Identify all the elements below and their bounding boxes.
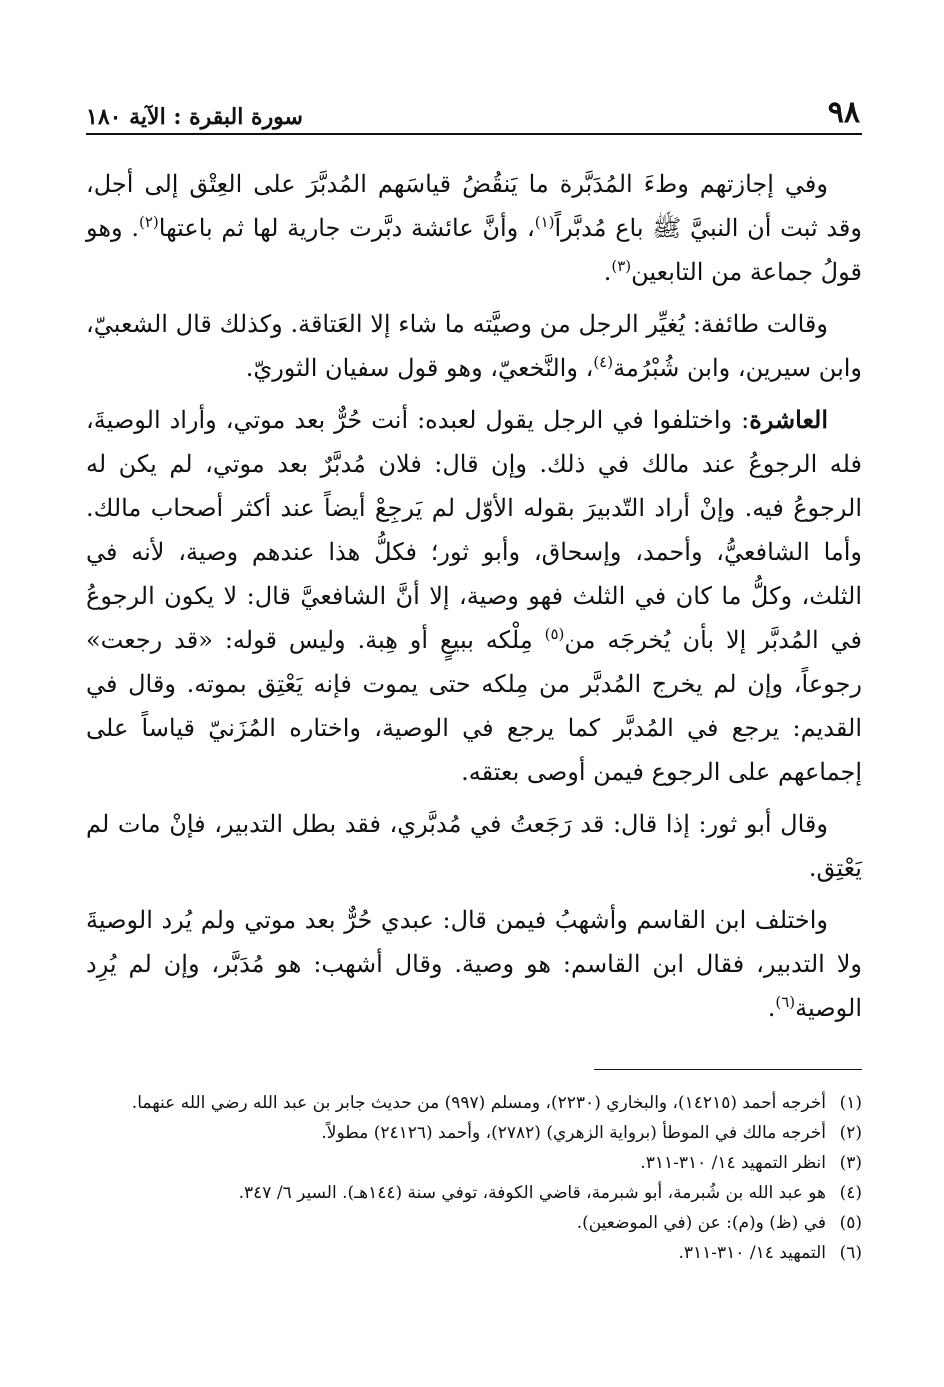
paragraph-text: مِلْكه ببيعٍ أو هِبة. وليس قوله: «قد رجعت» رجوعاً، وإن لم يخرج المُدبَّر من مِلكه حتى يموت فإنه يَعْتِق بموته. وقال في القديم: يرجع في المُدبَّر كما يرجع في الوصية، واختاره المُزَنيّ قياساً على إجماعهم على الرجوع فيمن أوصى بعتقه. [86,626,862,786]
footnote-text: في (ظ) و(م): عن (في الموضعين). [576,1213,826,1233]
paragraph [86,302,862,390]
footnote-text: أخرجه مالك في الموطأ (برواية الزهري) (٢٧٨٢)، وأحمد (٢٤١٢٦) مطولاً. [321,1123,826,1143]
paragraph-text: وقالت طائفة: يُغيِّر الرجل من وصيَّته ما شاء إلا العَتاقة. وكذلك قال الشعبيّ، وابن سيرين، وابن شُبْرُمة [86,310,862,382]
paragraph-text: واختلف ابن القاسم وأشهبُ فيمن قال: عبدي حُرٌّ بعد موتي ولم يُرد الوصيةَ ولا التدبير، فقال ابن القاسم: هو وصية. وقال أشهب: هو مُدَبَّر، وإن لم يُرِد الوصية [86,906,862,1022]
footnote [86,1178,862,1208]
footnote [86,1148,862,1178]
main-text [86,162,862,1038]
footnote-ref: (١) [534,213,555,231]
paragraph-text: وفي إجازتهم وطءَ المُدَبَّرة ما يَنقُضُ قياسَهم المُدبَّرَ على العِتْق إلى أجل، وقد ثبت أن النبيَّ ﷺ باع مُدبَّراً [86,170,862,242]
section-heading: العاشرة [749,405,828,434]
paragraph [86,802,862,890]
paragraph-text: ، وأنَّ عائشة دبَّرت جارية لها ثم باعتها [158,214,535,242]
footnote-ref: (٢) [138,213,159,231]
footnote-ref: (٣) [611,257,632,275]
footnote [86,1088,862,1118]
page-number: ٩٨ [827,95,860,130]
running-title: سورة البقرة : الآية ١٨٠ [86,104,303,130]
footnote-divider [594,1069,862,1070]
footnote-text: انظر التمهيد ١٤/ ٣١٠-٣١١. [640,1153,826,1173]
footnote-number: (٣) [839,1153,862,1173]
paragraph-text: . [767,994,776,1022]
footnote-number: (٢) [839,1123,862,1143]
footnote-number: (٥) [839,1213,862,1233]
paragraph-text: . [603,258,612,286]
footnote-text: هو عبد الله بن شُبرمة، أبو شبرمة، قاضي الكوفة، توفي سنة (١٤٤هـ). السير ٦/ ٣٤٧. [238,1183,826,1203]
footnote-ref: (٤) [593,353,614,371]
footnote [86,1118,862,1148]
header-divider [86,133,862,135]
paragraph-text: ، والنَّخعيّ، وهو قول سفيان الثوريّ. [245,354,594,382]
footnote-text: التمهيد ١٤/ ٣١٠-٣١١. [678,1243,826,1263]
footnote-number: (٦) [839,1243,862,1263]
paragraph-text: . وهو قولُ جماعة من التابعين [86,214,862,286]
footnote-ref: (٦) [775,993,796,1011]
paragraph-text: : واختلفوا في الرجل يقول لعبده: أنت حُرٌّ بعد موتي، وأراد الوصيةَ، فله الرجوعُ عند مالك في ذلك. وإن قال: فلان مُدبَّرٌ بعد موتي، لم يكن له الرجوعُ فيه. وإنْ أراد التّدبيرَ بقوله الأوّل لم يَرجِعْ أيضاً عند أكثر أصحاب مالك. وأما الشافعيُّ، وأحمد، وإسحاق، وأبو ثور؛ فكلُّ هذا عندهم وصية، لأنه في الثلث، وكلُّ ما كان في الثلث فهو وصية، إلا أنَّ الشافعيَّ قال: لا يكون الرجوعُ في المُدبَّر إلا بأن يُخرجَه من [86,406,863,654]
page-header [86,92,860,128]
footnotes [86,1088,862,1268]
paragraph-text: وقال أبو ثور: إذا قال: قد رَجَعتُ في مُدبَّري، فقد بطل التدبير، فإنْ مات لم يَعْتِق. [86,810,862,882]
footnote-text: أخرجه أحمد (١٤٢١٥)، والبخاري (٢٢٣٠)، ومسلم (٩٩٧) من حديث جابر بن عبد الله رضي الله عنهما. [131,1093,826,1113]
footnote-number: (٤) [839,1183,862,1203]
footnote [86,1238,862,1268]
footnote-number: (١) [839,1093,862,1113]
footnote [86,1208,862,1238]
paragraph [86,398,862,794]
paragraph [86,162,862,294]
paragraph [86,898,862,1030]
footnote-ref: (٥) [544,625,565,643]
